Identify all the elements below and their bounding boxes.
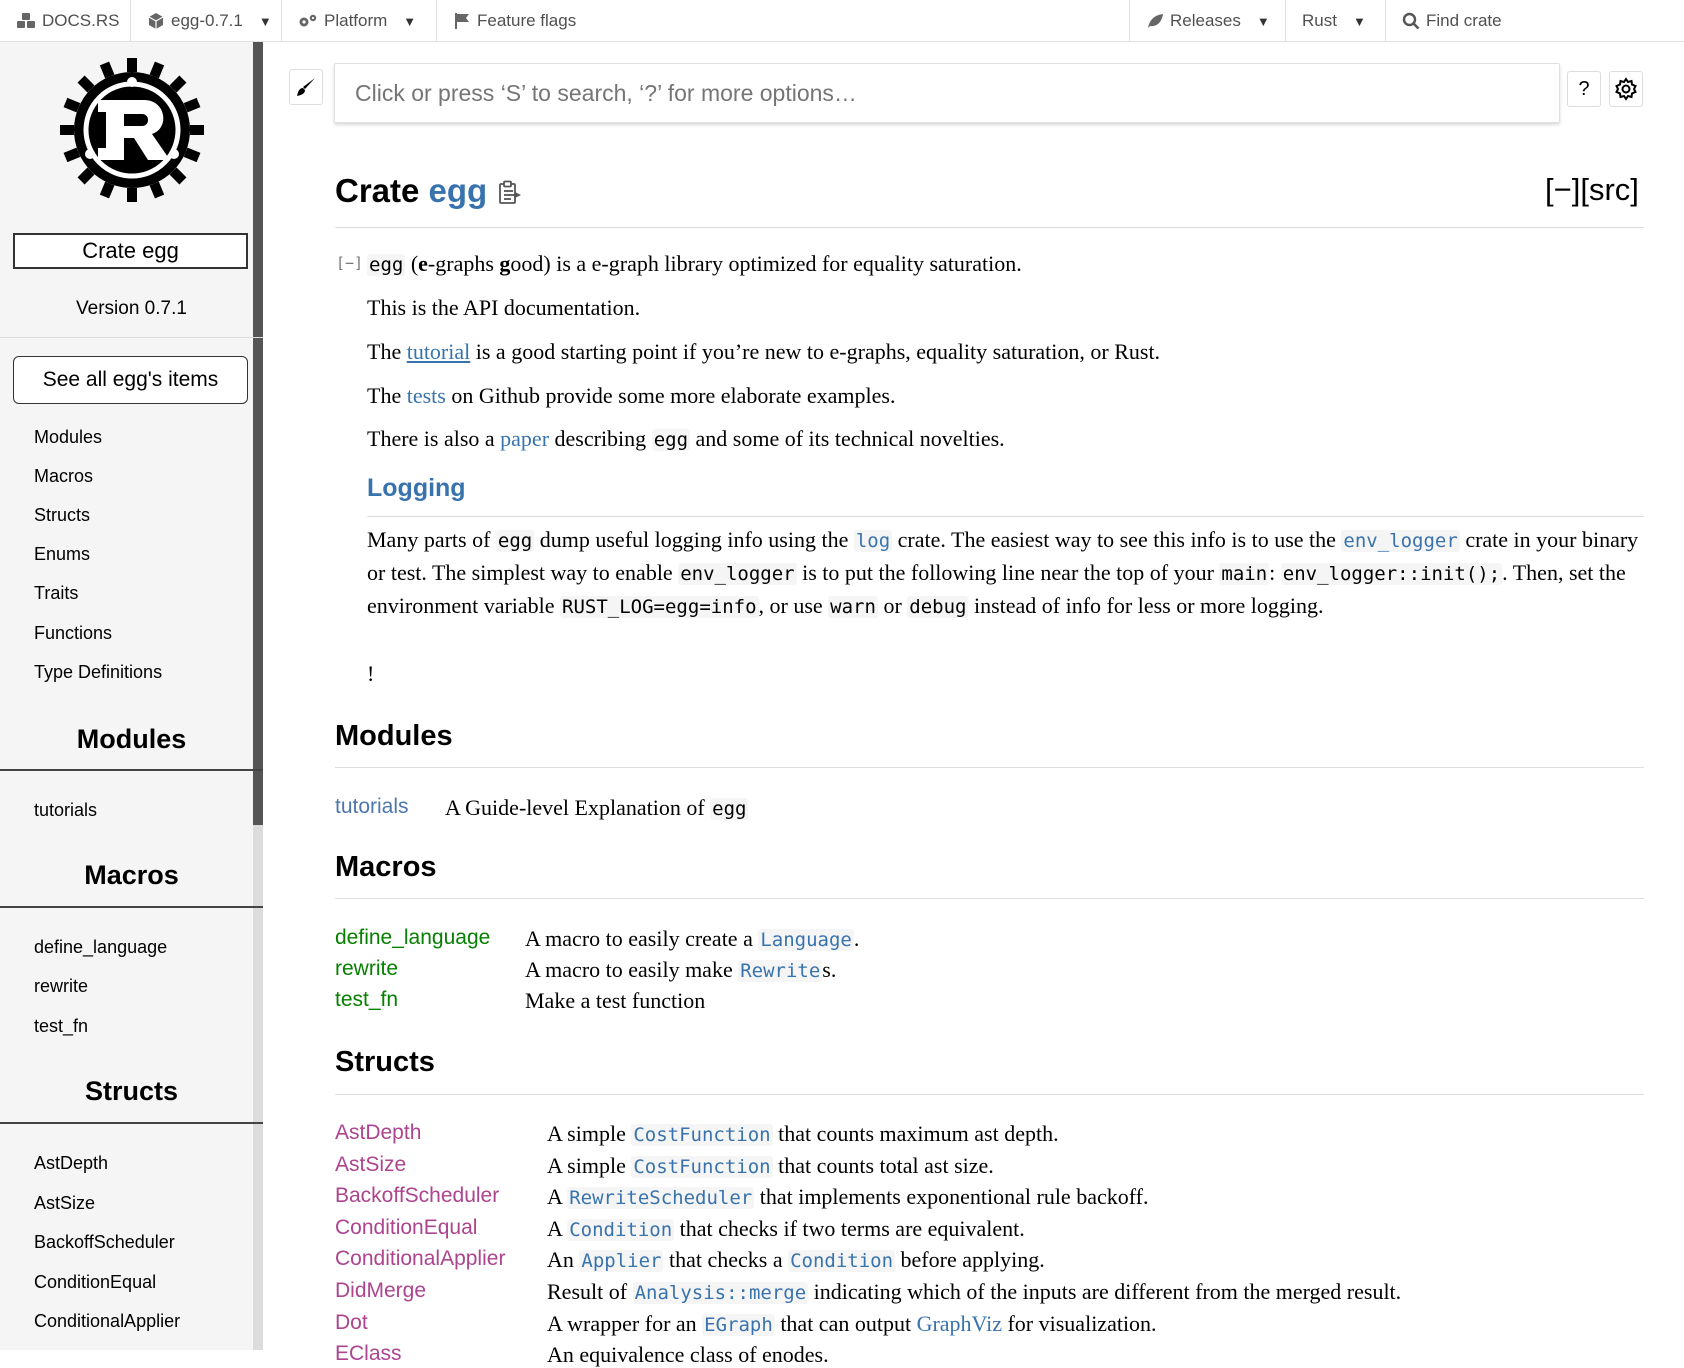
condition-link[interactable]: Condition <box>790 1250 894 1272</box>
text: instead of info for less or more logging. <box>968 593 1324 618</box>
text: indicating which of the inputs are different from the merged result. <box>808 1279 1402 1304</box>
text: that counts maximum ast depth. <box>772 1121 1059 1146</box>
sidebar-item-rewrite[interactable]: rewrite <box>34 976 89 996</box>
divider <box>335 898 1644 899</box>
struct-desc <box>547 1153 994 1179</box>
text: Result of <box>547 1279 633 1304</box>
paper-link[interactable]: paper <box>500 426 550 451</box>
text: A Guide-level Explanation of <box>445 795 711 820</box>
sidebar-link-macros[interactable]: Macros <box>34 466 94 486</box>
text: for visualization. <box>1001 1311 1157 1336</box>
inline-code: env_logger::init(); <box>1282 563 1501 585</box>
feature-flags-label: Feature flags <box>477 11 577 30</box>
text: that checks a <box>663 1247 789 1272</box>
text: . Then, set the environment variable <box>367 560 1626 618</box>
struct-desc <box>547 1184 1148 1210</box>
title-crate-name[interactable]: egg <box>428 172 488 209</box>
condition-link[interactable]: Condition <box>569 1219 673 1241</box>
theme-picker-button[interactable] <box>289 69 323 105</box>
text: ood) is a e-graph library optimized for equality saturation. <box>510 251 1022 276</box>
doc-tests-paragraph <box>367 383 895 409</box>
text: that implements exponentional rule backoff. <box>754 1184 1149 1209</box>
rust-menu[interactable] <box>1286 0 1386 42</box>
text: is to put the following line near the top of your <box>796 560 1220 585</box>
language-link[interactable]: Language <box>760 929 852 951</box>
see-all-items-button[interactable]: See all egg's items <box>13 356 248 404</box>
text: g <box>499 251 511 276</box>
text: before applying. <box>895 1247 1045 1272</box>
text: and some of its technical novelties. <box>690 426 1005 451</box>
page-title <box>335 172 487 210</box>
settings-button[interactable] <box>1609 71 1643 107</box>
struct-desc <box>547 1311 1157 1337</box>
module-link-tutorials[interactable]: tutorials <box>335 795 409 818</box>
text: A simple <box>547 1153 632 1178</box>
divider <box>0 769 263 771</box>
text: -graphs <box>427 251 500 276</box>
macro-link-define-language[interactable]: define_language <box>335 926 491 949</box>
text: : <box>1269 560 1281 585</box>
text: is a good starting point if you’re new to e-graphs, equality saturation, or Rust. <box>470 339 1161 364</box>
struct-desc <box>547 1279 1401 1305</box>
divider <box>0 906 263 908</box>
struct-link-eclass[interactable]: EClass <box>335 1342 402 1365</box>
crate-name-box[interactable]: Crate egg <box>13 233 248 269</box>
divider <box>335 1094 1644 1095</box>
copy-path-icon[interactable] <box>497 180 521 206</box>
find-crate-label: Find crate <box>1426 11 1502 30</box>
sidebar-item-tutorials[interactable]: tutorials <box>34 800 98 820</box>
graphviz-link[interactable]: GraphViz <box>916 1311 1002 1336</box>
struct-link-dot[interactable]: Dot <box>335 1311 368 1334</box>
chevron-down-icon: ▼ <box>403 13 417 29</box>
text: ( <box>405 251 419 276</box>
collapse-src-controls[interactable]: [−][src] <box>1545 172 1639 207</box>
macro-desc <box>525 957 836 983</box>
tests-link[interactable]: tests <box>406 383 446 408</box>
text: , or use <box>758 593 829 618</box>
text: A macro to easily create a <box>525 926 759 951</box>
inline-code: debug <box>909 596 967 618</box>
macro-desc <box>525 926 859 952</box>
divider <box>0 337 263 338</box>
inline-code: egg <box>653 429 689 451</box>
struct-link-conditionalapplier[interactable]: ConditionalApplier <box>335 1247 506 1270</box>
costfunction-link[interactable]: CostFunction <box>633 1124 771 1146</box>
chevron-down-icon: ▼ <box>258 13 272 29</box>
divider <box>335 767 1644 768</box>
flag-icon <box>453 12 471 30</box>
text: The <box>367 339 407 364</box>
top-nav <box>0 0 1684 42</box>
sidebar-link-functions[interactable]: Functions <box>34 623 113 643</box>
text: describing <box>549 426 652 451</box>
gear-icon <box>1614 77 1638 101</box>
gears-icon <box>298 13 318 29</box>
tutorial-link[interactable]: tutorial <box>406 339 471 364</box>
cube-icon <box>147 12 165 30</box>
text: An <box>547 1247 580 1272</box>
chevron-down-icon: ▼ <box>1352 13 1366 29</box>
modules-heading[interactable]: Modules <box>335 720 453 752</box>
chevron-down-icon: ▼ <box>1256 13 1270 29</box>
struct-desc: An equivalence class of enodes. <box>547 1342 829 1367</box>
releases-menu[interactable] <box>1129 0 1286 42</box>
text: that counts total ast size. <box>772 1153 994 1178</box>
crate-version: Version 0.7.1 <box>76 298 187 319</box>
inline-code: main <box>1221 563 1268 585</box>
text: A macro to easily make <box>525 957 739 982</box>
inline-code: egg <box>497 530 533 552</box>
sidebar-link-modules[interactable]: Modules <box>34 427 103 447</box>
struct-link-didmerge[interactable]: DidMerge <box>335 1279 427 1302</box>
structs-heading[interactable]: Structs <box>335 1046 435 1078</box>
doc-paper-paragraph <box>367 426 1005 452</box>
search-input[interactable] <box>334 63 1560 123</box>
rewritescheduler-link[interactable]: RewriteScheduler <box>569 1187 753 1209</box>
struct-link-astdepth[interactable]: AstDepth <box>335 1121 422 1144</box>
egraph-link[interactable]: EGraph <box>704 1314 773 1336</box>
text: A wrapper for an <box>547 1311 703 1336</box>
sidebar-heading-macros[interactable]: Macros <box>84 860 179 890</box>
text: s. <box>822 957 837 982</box>
env-logger-link[interactable]: env_logger <box>1343 530 1458 552</box>
divider <box>367 516 1644 517</box>
doc-tutorial-paragraph <box>367 339 1160 365</box>
text: or <box>877 593 908 618</box>
macro-link-rewrite[interactable]: rewrite <box>335 957 399 980</box>
text: A simple <box>547 1121 632 1146</box>
sidebar-link-enums[interactable]: Enums <box>34 544 91 564</box>
toggle-docs-button[interactable]: [−] <box>336 254 364 272</box>
doc-logging-paragraph <box>367 524 1646 623</box>
sidebar-item-test-fn[interactable]: test_fn <box>34 1016 89 1036</box>
struct-link-astsize[interactable]: AstSize <box>335 1153 407 1176</box>
paintbrush-icon <box>295 76 317 98</box>
module-desc <box>445 795 748 821</box>
text: Many parts of <box>367 527 496 552</box>
sidebar-link-traits[interactable]: Traits <box>34 583 79 603</box>
text: dump useful logging info using the <box>534 527 854 552</box>
logging-heading[interactable]: Logging <box>367 474 466 502</box>
sidebar-item-define-language[interactable]: define_language <box>34 937 168 957</box>
struct-desc <box>547 1121 1059 1147</box>
text: crate. The easiest way to see this info is to use the <box>892 527 1342 552</box>
text: that can output <box>774 1311 917 1336</box>
doc-api-paragraph: This is the API documentation. <box>367 295 641 320</box>
releases-label: Releases <box>1170 11 1241 30</box>
rust-logo[interactable] <box>58 56 206 204</box>
text: A <box>547 1216 568 1241</box>
rust-label: Rust <box>1302 11 1337 30</box>
sidebar-item-astsize[interactable]: AstSize <box>34 1193 96 1213</box>
macro-link-test-fn[interactable]: test_fn <box>335 988 399 1011</box>
sidebar-heading-structs[interactable]: Structs <box>84 1076 179 1106</box>
text: e <box>418 251 428 276</box>
inline-code: egg <box>712 798 747 820</box>
doc-intro <box>367 251 1022 277</box>
help-button[interactable]: ? <box>1567 71 1601 107</box>
macro-desc: Make a test function <box>525 988 706 1013</box>
sidebar-scrollbar[interactable] <box>253 42 263 825</box>
doc-bang: ! <box>367 661 375 686</box>
sidebar-item-conditionalapplier[interactable]: ConditionalApplier <box>34 1311 181 1331</box>
sidebar-item-conditionequal[interactable]: ConditionEqual <box>34 1272 157 1292</box>
sidebar-link-type-definitions[interactable]: Type Definitions <box>34 662 163 682</box>
platform-label: Platform <box>324 11 388 30</box>
sidebar-heading-modules[interactable]: Modules <box>76 724 187 754</box>
rewrite-link[interactable]: Rewrite <box>740 960 821 982</box>
inline-code: RUST_LOG=egg=info <box>562 596 757 618</box>
crate-version-label: egg-0.7.1 <box>171 11 243 30</box>
leaf-icon <box>1146 12 1164 30</box>
macros-heading[interactable]: Macros <box>335 851 437 883</box>
costfunction-link[interactable]: CostFunction <box>633 1156 771 1178</box>
cubes-icon <box>16 12 36 30</box>
struct-link-conditionequal[interactable]: ConditionEqual <box>335 1216 478 1239</box>
text: that checks if two terms are equivalent. <box>674 1216 1025 1241</box>
analysis-merge-link[interactable]: Analysis::merge <box>634 1282 807 1304</box>
log-crate-link[interactable]: log <box>855 530 891 552</box>
find-crate-link[interactable] <box>1386 0 1684 42</box>
struct-desc <box>547 1216 1025 1242</box>
sidebar-item-backoffscheduler[interactable]: BackoffScheduler <box>34 1232 175 1252</box>
feature-flags-link[interactable] <box>437 0 597 42</box>
inline-code: warn <box>830 596 876 618</box>
text: on Github provide some more elaborate examples. <box>445 383 896 408</box>
title-crate-word: Crate <box>335 172 420 209</box>
sidebar-link-structs[interactable]: Structs <box>34 505 91 525</box>
docsrs-label: DOCS.RS <box>42 11 120 30</box>
search-icon <box>1402 12 1420 30</box>
platform-menu[interactable] <box>282 0 437 42</box>
struct-link-backoffscheduler[interactable]: BackoffScheduler <box>335 1184 500 1207</box>
text: . <box>853 926 860 951</box>
text: A <box>547 1184 568 1209</box>
divider <box>0 1122 263 1124</box>
docsrs-home-link[interactable] <box>0 0 131 42</box>
applier-link[interactable]: Applier <box>581 1250 662 1272</box>
inline-code: env_logger <box>680 563 795 585</box>
text: There is also a <box>367 426 501 451</box>
text: The <box>367 383 407 408</box>
crate-version-menu[interactable] <box>131 0 282 42</box>
inline-code: egg <box>369 254 404 276</box>
sidebar <box>0 42 263 1350</box>
title-divider <box>335 227 1644 228</box>
struct-desc <box>547 1247 1045 1273</box>
text: crate in your binary or test. The simplest way to enable <box>367 527 1639 585</box>
sidebar-item-astdepth[interactable]: AstDepth <box>34 1153 109 1173</box>
